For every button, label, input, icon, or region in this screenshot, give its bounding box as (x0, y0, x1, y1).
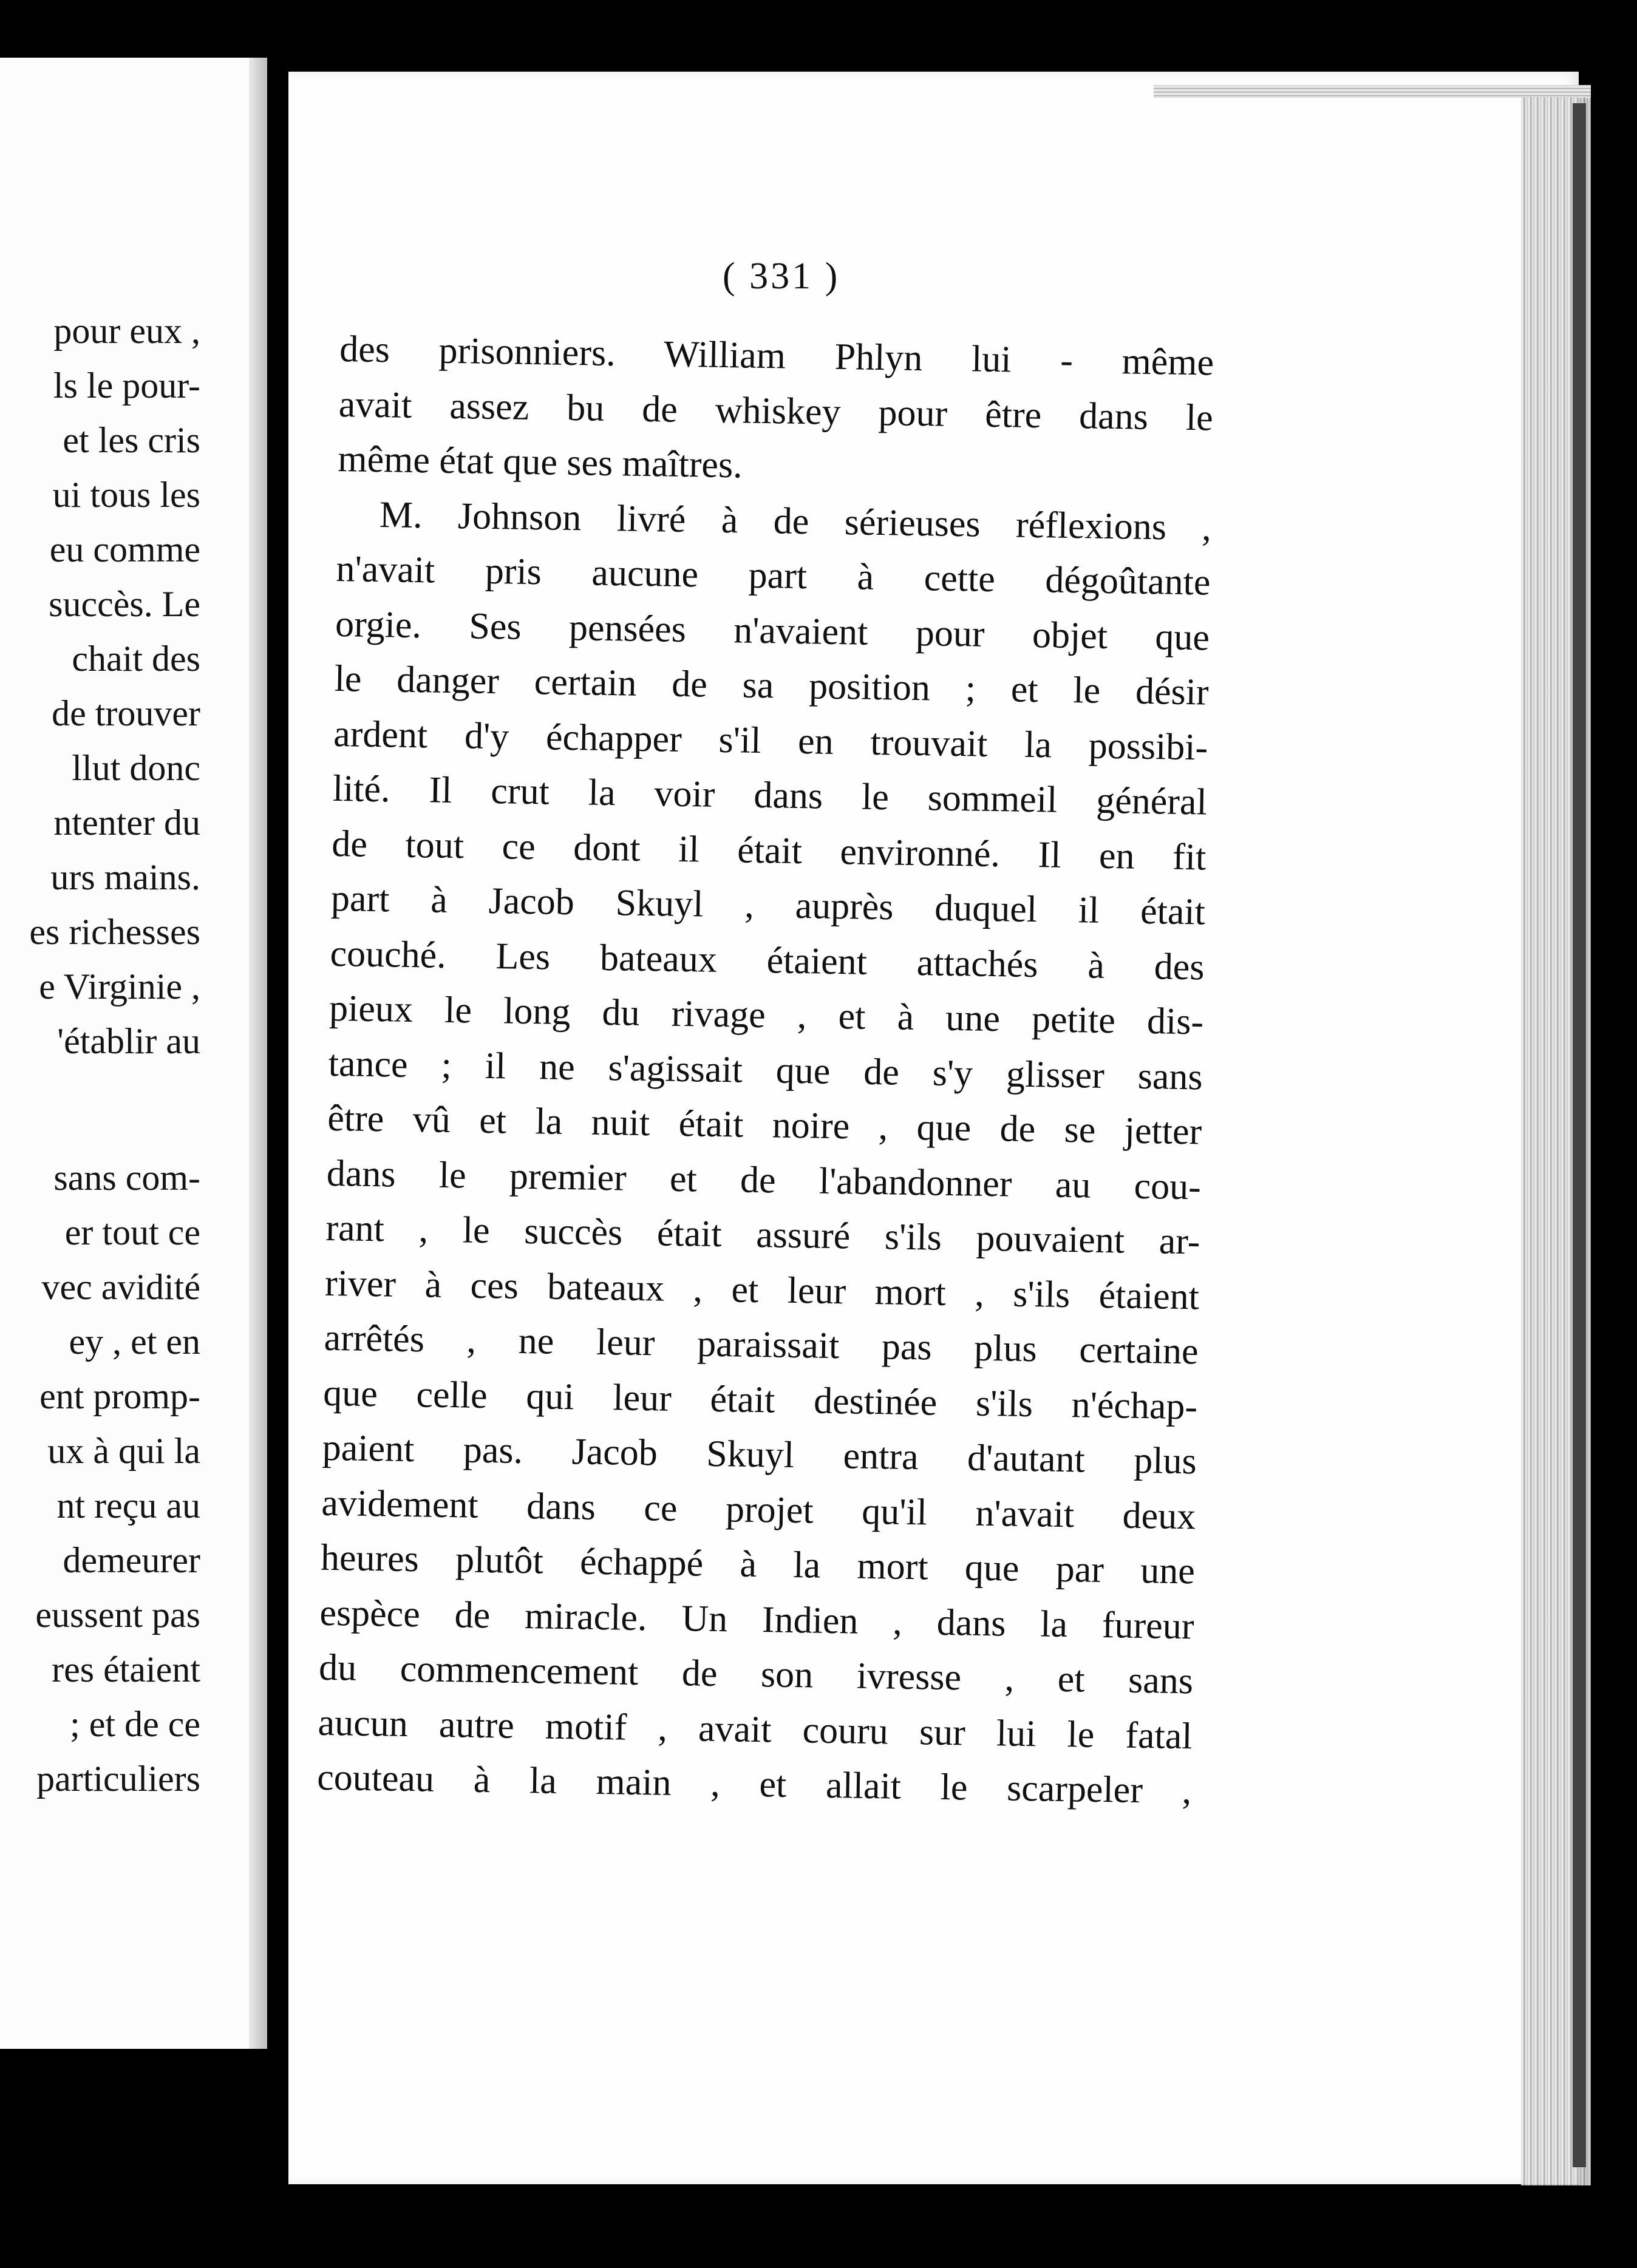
text-line: tance ; il ne s'agissait que de s'y glisser sans (328, 1042, 1203, 1098)
page-number: ( 331 ) (723, 256, 840, 297)
text-line: part à Jacob Skuyl , auprès duquel il était (330, 877, 1206, 933)
text-line: avait assez bu de whiskey pour être dans le (338, 383, 1214, 439)
text-line: pour eux , (53, 311, 200, 351)
text-line: er tout ce (64, 1212, 200, 1252)
text-line: arrêtés , ne leur paraissait pas plus certaine (324, 1317, 1199, 1373)
text-line: ui tous les (52, 475, 200, 515)
text-line: aucun autre motif , avait couru sur lui le fatal (318, 1702, 1193, 1757)
page-body-text (317, 322, 1214, 1819)
text-line: lité. Il crut la voir dans le sommeil général (332, 767, 1208, 823)
text-line: eu comme (49, 529, 200, 569)
text-line: llut donc (72, 748, 200, 788)
text-line: pieux le long du rivage , et à une petite dis- (328, 987, 1204, 1043)
text-line: couché. Les bateaux étaient attachés à des (330, 932, 1205, 988)
text-line: ardent d'y échapper s'il en trouvait la possibi- (333, 713, 1208, 769)
text-line: river à ces bateaux , et leur mort , s'ils étaient (324, 1262, 1200, 1317)
text-line: même état que ses maîtres. (337, 438, 743, 486)
text-line: ux à qui la (47, 1431, 200, 1471)
text-line: ; et de ce (70, 1704, 200, 1744)
text-line: ntenter du (53, 803, 200, 843)
text-line: heures plutôt échappé à la mort que par une (320, 1536, 1196, 1592)
text-line: que celle qui leur était destinée s'ils n'échap- (322, 1372, 1198, 1427)
text-line: couteau à la main , et allait le scarpeler , (316, 1756, 1192, 1812)
page-fore-edge-shadow (1573, 103, 1586, 2167)
text-line: ey , et en (69, 1322, 200, 1362)
text-line: eussent pas (35, 1595, 200, 1635)
text-line: urs mains. (50, 857, 200, 897)
text-line: succès. Le (49, 584, 200, 624)
text-line: particuliers (36, 1759, 200, 1799)
page-gutter (249, 58, 267, 2049)
text-line: nt reçu au (56, 1485, 200, 1526)
text-line: du commencement de son ivresse , et sans (318, 1646, 1194, 1702)
text-line: rant , le succès était assuré s'ils pouvaient ar- (325, 1207, 1200, 1263)
text-line: le danger certain de sa position ; et le désir (334, 657, 1210, 713)
text-line: sans com- (53, 1158, 200, 1198)
text-line: 'établir au (57, 1021, 200, 1061)
previous-page (0, 58, 267, 2049)
text-line: avidement dans ce projet qu'il n'avait deux (321, 1482, 1196, 1537)
previous-page-text (29, 304, 200, 1806)
text-line: ls le pour- (53, 365, 200, 406)
text-line: espèce de miracle. Un Indien , dans la fureur (319, 1592, 1194, 1647)
text-line: paient pas. Jacob Skuyl entra d'autant plus (322, 1427, 1197, 1482)
text-line: es richesses (29, 912, 200, 952)
text-line: e Virginie , (39, 966, 200, 1007)
text-line: de trouver (52, 693, 200, 733)
text-line: des prisonniers. William Phlyn lui - même (339, 328, 1214, 384)
text-line: demeurer (63, 1540, 200, 1580)
text-line: ent promp- (39, 1376, 200, 1416)
text-line: chait des (72, 639, 200, 679)
page-top-edge (1154, 85, 1591, 98)
text-line: n'avait pris aucune part à cette dégoûtante (336, 548, 1211, 603)
paragraph-gap (29, 1068, 200, 1150)
text-line: dans le premier et de l'abandonner au cou- (326, 1152, 1202, 1207)
text-line: de tout ce dont il était environné. Il en fit (331, 823, 1206, 878)
text-line: M. Johnson livré à de sérieuses réflexions , (379, 494, 1212, 549)
text-line: orgie. Ses pensées n'avaient pour objet que (335, 603, 1210, 659)
text-line: vec avidité (41, 1267, 200, 1307)
text-line: et les cris (63, 420, 200, 460)
text-line: res étaient (52, 1649, 200, 1689)
text-line: être vû et la nuit était noire , que de se jetter (327, 1097, 1202, 1153)
